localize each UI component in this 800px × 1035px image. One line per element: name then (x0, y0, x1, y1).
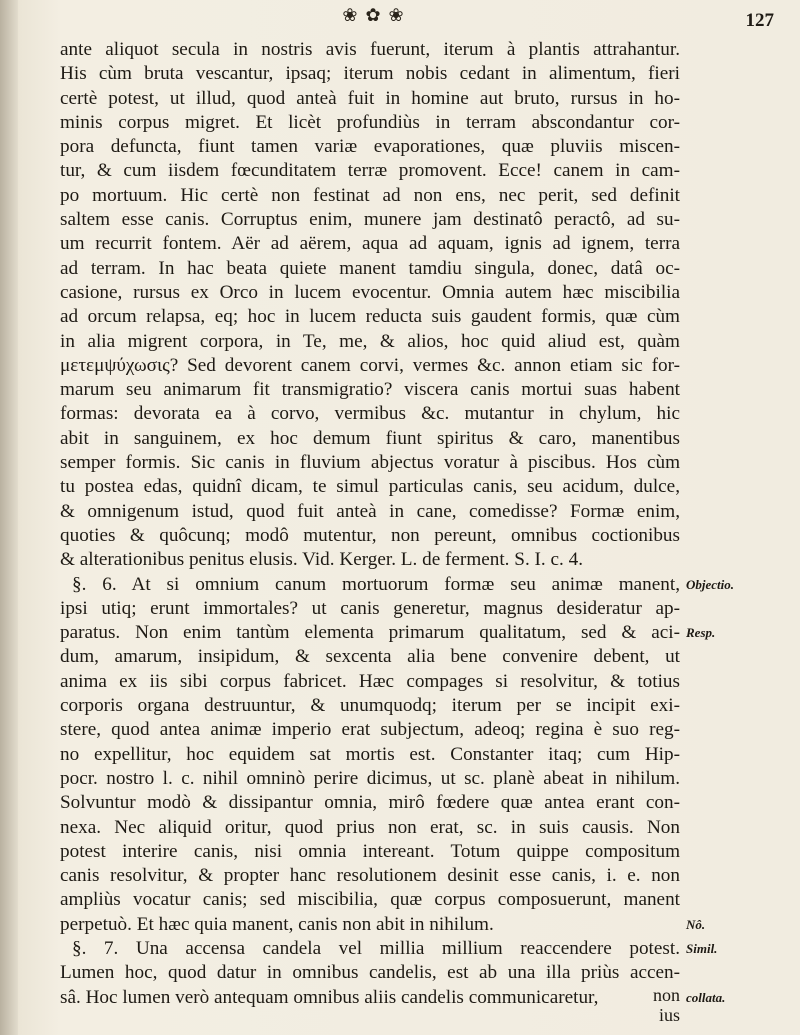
text-line: μετεμψύχωσις? Sed devorent canem corvi, vermes &c. annon etiam sic for- (60, 354, 680, 376)
text-line: Lumen hoc, quod datur in omnibus candelis, est ab una illa priùs accen- (60, 962, 680, 984)
header-ornament (318, 4, 428, 26)
text-line: certè potest, ut illud, quod anteà fuit in homine aut bruto, rursus in ho- (60, 87, 680, 109)
margin-note: Resp. (686, 625, 716, 641)
text-line: quoties & quôcunq; modô mutentur, non pereunt, omnibus coctionibus (60, 524, 680, 546)
text-line: dum, amarum, insipidum, & sexcenta alia bene convenire debent, ut (60, 646, 680, 668)
text-line: no expellitur, hoc equidem sat mortis est. Constanter itaq; cum Hip- (60, 743, 680, 765)
text-line: §. 6. At si omnium canum mortuorum formæ seu animæ manent, (72, 573, 680, 595)
text-line: paratus. Non enim tantùm elementa primarum qualitatum, sed & aci- (60, 622, 680, 644)
text-line: §. 7. Una accensa candela vel millia millium reaccendere potest. (72, 937, 680, 959)
text-line: saltem esse canis. Corruptus enim, munere jam destinatô peractô, ad su- (60, 209, 680, 231)
text-line: semper formis. Sic canis in fluvium abjectus voratur à piscibus. Hos cùm (60, 452, 680, 474)
margin-note: collata. (686, 989, 726, 1005)
text-line: anima ex iis sibi corpus fabricet. Hæc compages si resolvitur, & totius (60, 670, 680, 692)
text-line: & alterationibus penitus elusis. Vid. Kerger. L. de ferment. S. I. c. 4. (60, 549, 584, 571)
text-line: potest interire canis, nisi omnia intereant. Totum quippe compositum (60, 840, 680, 862)
text-line: stere, quod antea animæ imperio erat subjectum, adeoq; regina è suo reg- (60, 719, 680, 741)
text-line: formas: devorata ea à corvo, vermibus &c. mutantur in chylum, hic (60, 403, 680, 425)
text-line: pocr. nostro l. c. nihil omninò perire dicimus, ut sc. planè abeat in nihilum. (60, 767, 680, 789)
text-line: ad orcum relapsa, eq; hoc in lucem reducta suis gaudent formis, quæ cùm (60, 306, 680, 328)
text-line: nexa. Nec aliquid oritur, quod prius non erat, sc. in suis causis. Non (60, 816, 680, 838)
text-line: marum seu animarum fit transmigratio? viscera canis mortui suas habent (60, 379, 680, 401)
text-line: perpetuò. Et hæc quia manent, canis non abit in nihilum. (60, 913, 494, 935)
text-line: tu postea edas, quidnî dicam, te simul particulas canis, seu acidum, dulce, (60, 476, 680, 498)
text-line: tur, & cum iisdem fœcunditatem terræ promovent. Ecce! canem in cam- (60, 160, 680, 182)
text-line: um recurrit fontem. Aër ad aërem, aqua ad aquam, ignis ad ignem, terra (60, 233, 680, 255)
text-line: Solvuntur modò & dissipantur omnia, mirô fœdere quæ antea erant con- (60, 792, 680, 814)
text-line: ampliùs vocatur canis; sed miscibilia, quæ corpus composuerunt, manent (60, 889, 680, 911)
page-gutter-shadow (0, 0, 18, 1035)
page-number: 127 (745, 10, 774, 31)
margin-note: Nô. (686, 916, 706, 932)
text-line: sâ. Hoc lumen verò antequam omnibus aliis candelis communicaretur, (60, 986, 599, 1008)
catchword-line-2: ius (658, 1005, 680, 1025)
text-line: His cùm bruta vescantur, ipsaq; iterum nobis cedant in alimentum, fieri (60, 63, 680, 85)
text-line: ante aliquot secula in nostris avis fuerunt, iterum à plantis attrahantur. (60, 39, 680, 60)
text-line: ad terram. In hac beata quiete manent tamdiu singula, donec, datâ oc- (60, 257, 680, 279)
text-line: pora defuncta, fiunt tamen variæ evaporationes, quæ pluviis miscen- (60, 136, 680, 158)
catchword (600, 985, 680, 1025)
text-line: & omnigenum istud, quod fuit anteà in cane, comedisse? Formæ enim, (60, 500, 680, 522)
text-line: corporis organa destruuntur, & unumquodq; iterum per se incipit exi- (60, 695, 680, 717)
text-line: canis resolvitur, & propter hanc resolutionem desinit esse canis, i. e. non (60, 865, 680, 887)
ornament-glyph-center: ✿ (365, 4, 381, 25)
margin-note: Objectio. (686, 576, 735, 592)
margin-note: Simil. (686, 941, 718, 957)
catchword-line-1: non (653, 985, 680, 1005)
text-line: ipsi utiq; erunt immortales? ut canis generetur, magnus desideratur ap- (60, 597, 680, 619)
text-line: abit in sanguinem, ex hoc demum fiunt spiritus & caro, manentibus (60, 427, 680, 449)
text-line: casione, rursus ex Orco in lucem evocentur. Omnia autem hæc miscibilia (60, 281, 680, 303)
text-line: po mortuum. Hic certè non festinat ad non ens, nec perit, sed definit (60, 184, 680, 206)
ornament-glyph-right: ❀ (388, 4, 404, 25)
ornament-glyph-left: ❀ (342, 4, 358, 25)
text-line: minis corpus migret. Et licèt profundiùs in terram abscondantur cor- (60, 111, 680, 133)
text-line: in alia migrent corpora, in Te, me, & alios, hoc quid aliud est, quàm (60, 330, 680, 352)
body-text (60, 38, 680, 1010)
